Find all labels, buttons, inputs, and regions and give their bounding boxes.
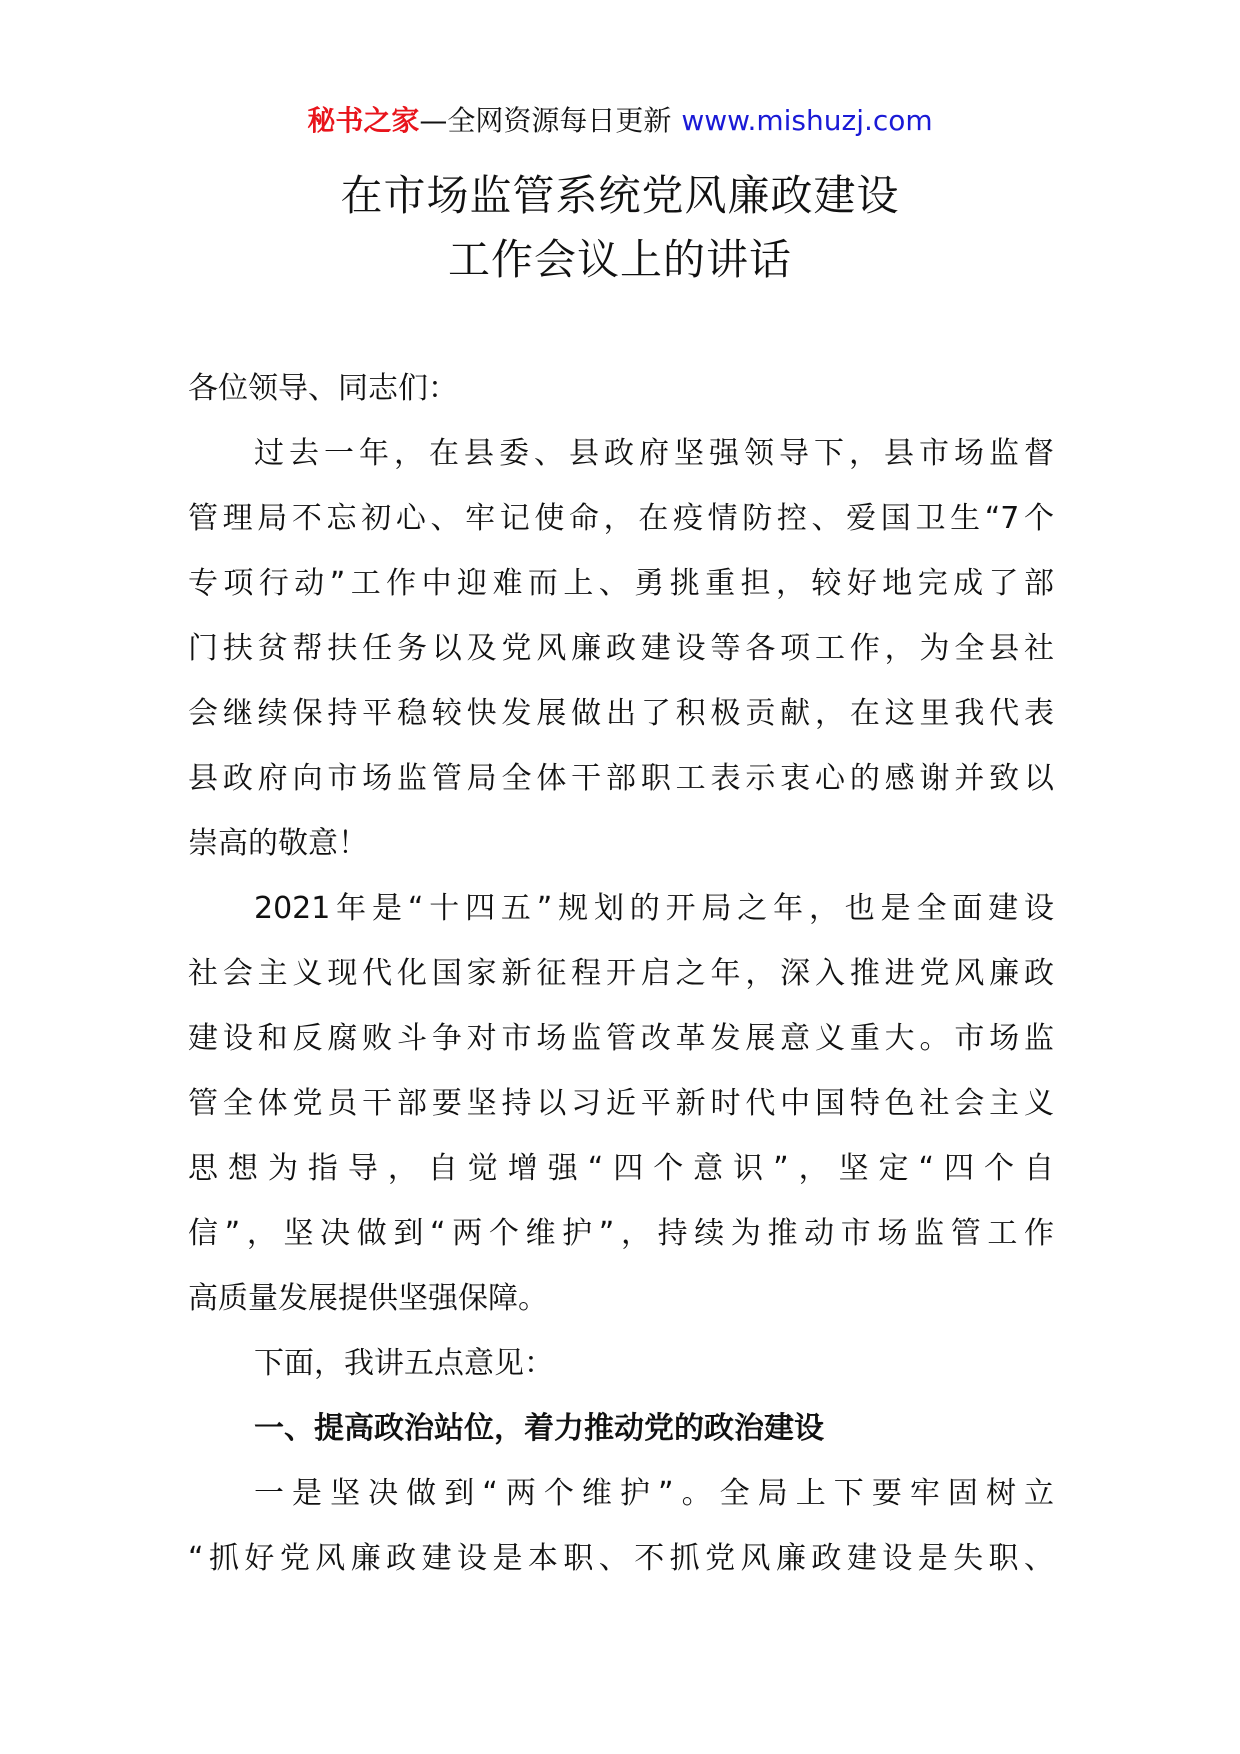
paragraph-1-line: 门扶贫帮扶任务以及党风廉政建设等各项工作，为全县社 xyxy=(188,631,1054,666)
paragraph-2-line: 高质量发展提供坚强保障。 xyxy=(188,1281,548,1316)
paragraph-1-line: 崇高的敬意！ xyxy=(188,826,368,861)
paragraph-2-line: 建设和反腐败斗争对市场监管改革发展意义重大。市场监 xyxy=(188,1021,1054,1056)
paragraph-2-line: 信”，坚决做到“两个维护”，持续为推动市场监管工作 xyxy=(188,1216,1054,1251)
section-1-heading: 一、提高政治站位，着力推动党的政治建设 xyxy=(254,1411,824,1446)
paragraph-1-line: 会继续保持平稳较快发展做出了积极贡献，在这里我代表 xyxy=(188,696,1054,731)
paragraph-2-line: 管全体党员干部要坚持以习近平新时代中国特色社会主义 xyxy=(188,1086,1054,1121)
paragraph-1-line: 专项行动”工作中迎难而上、勇挑重担，较好地完成了部 xyxy=(188,566,1054,601)
site-header xyxy=(0,101,1240,141)
site-url-link[interactable]: www.mishuzj.com xyxy=(681,104,933,137)
header-tagline: —全网资源每日更新 xyxy=(419,104,672,137)
paragraph-1-line: 县政府向市场监管局全体干部职工表示衷心的感谢并致以 xyxy=(188,761,1054,796)
greeting: 各位领导、同志们： xyxy=(188,371,458,406)
paragraph-2-line: 社会主义现代化国家新征程开启之年，深入推进党风廉政 xyxy=(188,956,1054,991)
paragraph-1-line: 过去一年，在县委、县政府坚强领导下，县市场监督 xyxy=(254,436,1054,471)
brand-name: 秘书之家 xyxy=(307,104,420,137)
document-body xyxy=(188,356,1054,1591)
document-title-line-2: 工作会议上的讲话 xyxy=(447,235,792,284)
paragraph-2-line: 2021年是“十四五”规划的开局之年，也是全面建设 xyxy=(254,891,1054,926)
paragraph-4-line: 一是坚决做到“两个维护”。全局上下要牢固树立 xyxy=(254,1476,1054,1511)
paragraph-1-line: 管理局不忘初心、牢记使命，在疫情防控、爱国卫生“7个 xyxy=(188,501,1054,536)
paragraph-4-line: “抓好党风廉政建设是本职、不抓党风廉政建设是失职、 xyxy=(188,1541,1054,1576)
document-title-line-1: 在市场监管系统党风廉政建设 xyxy=(340,171,900,220)
paragraph-2-line: 思想为指导，自觉增强“四个意识”，坚定“四个自 xyxy=(188,1151,1054,1186)
paragraph-3: 下面，我讲五点意见： xyxy=(254,1346,554,1381)
